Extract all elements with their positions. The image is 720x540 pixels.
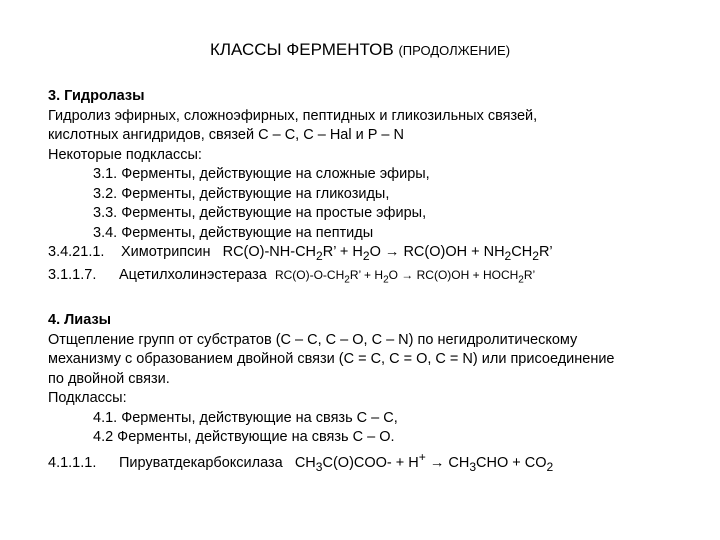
slide-content — [48, 87, 712, 477]
reaction-equation: $RC(O)-NH-CH_2R$’ + $H_2O \to RC(O)OH + NH_2CH_2R$’ — [222, 244, 553, 263]
hydrolases-desc-1: Гидролиз эфирных, сложноэфирных, пептидных и гликозильных связей, — [48, 107, 538, 124]
hydrolases-example-1 — [48, 243, 712, 266]
hydrolases-subclass: 3.4. Ферменты, действующие на пептиды — [93, 224, 374, 241]
hydrolases-desc-2: кислотных ангидридов, связей С – С, С – Hal и Р – N — [48, 127, 404, 143]
lyases-subclasses-label: Подклассы: — [48, 390, 127, 407]
slide-title — [0, 40, 720, 60]
lyases-example-1 — [48, 448, 712, 477]
hydrolases-example-2 — [48, 266, 712, 290]
hydrolases-subclass: 3.3. Ферменты, действующие на простые эфиры, — [93, 205, 427, 221]
enzyme-name: Химотрипсин — [121, 244, 211, 260]
lyases-desc-3: по двойной связи. — [48, 370, 170, 387]
reaction-equation: $RC(O)-O-CH_2R$’ + $H_2O \to RC(O)OH$ + $HOCH_2R$’ — [274, 268, 536, 286]
enzyme-code: 3.1.1.7. — [48, 267, 97, 284]
enzyme-code: 4.1.1.1. — [48, 454, 97, 471]
lyases-desc-2: механизму с образованием двойной связи (С = С, С = О, С = N) или присоединение — [48, 351, 615, 368]
title-sub: (ПРОДОЛЖЕНИЕ) — [398, 43, 511, 58]
lyases-desc-1: Отщепление групп от субстратов (С – С, С – О, С – N) по негидролитическому — [48, 331, 578, 348]
reaction-equation: $CH_3C(O)COO- + H^+ \to CH_3CHO + CO_2$ — [294, 449, 554, 474]
lyases-subclass: 4.2 Ферменты, действующие на связь С – О. — [93, 429, 395, 446]
enzyme-code: 3.4.21.1. — [48, 244, 105, 260]
lyases-heading: 4. Лиазы — [48, 312, 112, 329]
hydrolases-subclass: 3.2. Ферменты, действующие на гликозиды, — [93, 185, 390, 202]
section-gap — [48, 290, 712, 311]
hydrolases-subclasses-label: Некоторые подклассы: — [48, 146, 202, 163]
hydrolases-subclass: 3.1. Ферменты, действующие на сложные эфиры, — [93, 166, 430, 182]
enzyme-name: Ацетилхолинэстераза — [119, 267, 267, 284]
enzyme-name: Пируватдекарбоксилаза — [119, 454, 283, 471]
hydrolases-heading: 3. Гидролазы — [48, 88, 145, 104]
lyases-subclass: 4.1. Ферменты, действующие на связь С – С, — [93, 409, 398, 426]
title-main: КЛАССЫ ФЕРМЕНТОВ — [209, 40, 394, 59]
